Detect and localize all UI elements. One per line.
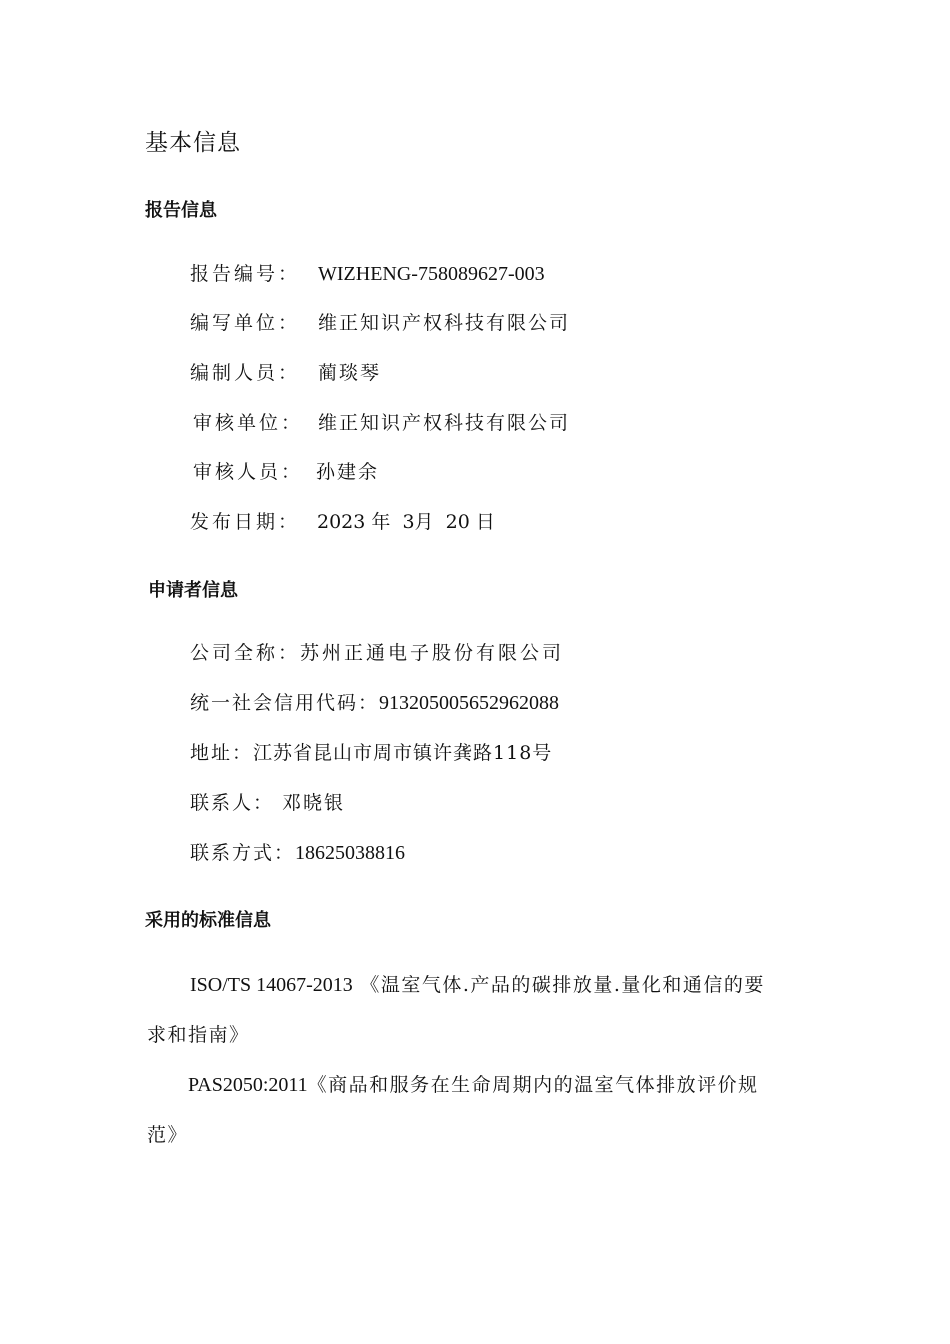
- report-info-heading: 报告信息: [145, 200, 217, 221]
- author-label: 编制人员：: [190, 362, 301, 384]
- contact-phone-row: [190, 840, 405, 866]
- publish-date-value: 2023 年 3月 20 日: [317, 511, 495, 533]
- company-name-label: 公司全称：: [190, 642, 301, 664]
- page-title: 基本信息: [145, 130, 241, 156]
- reviewer-label: 审核人员：: [193, 461, 304, 483]
- standard-2-line1: [188, 1072, 759, 1098]
- review-org-value: 维正知识产权科技有限公司: [318, 412, 571, 434]
- credit-code-label: 统一社会信用代码：: [190, 692, 380, 714]
- address-label: 地址：: [190, 742, 254, 764]
- standard-2-code: PAS2050:2011: [188, 1074, 308, 1096]
- address-row: [190, 740, 552, 766]
- publish-date-label: 发布日期：: [190, 511, 301, 533]
- reviewer-row: [193, 459, 379, 485]
- standard-1-title-cont: 求和指南》: [147, 1024, 250, 1046]
- author-org-row: [190, 310, 570, 336]
- publish-date-row: [190, 509, 495, 535]
- author-row: [190, 360, 381, 386]
- standards-info-heading: 采用的标准信息: [145, 910, 271, 931]
- standard-1-code: ISO/TS 14067-2013: [190, 974, 353, 996]
- contact-person-row: [190, 790, 345, 816]
- author-org-value: 维正知识产权科技有限公司: [318, 312, 571, 334]
- company-name-value: 苏州正通电子股份有限公司: [300, 642, 565, 664]
- standard-1-line1: [190, 972, 765, 998]
- author-org-label: 编写单位：: [190, 312, 301, 334]
- reviewer-value: 孙建余: [316, 461, 380, 483]
- report-number-value: WIZHENG-758089627-003: [318, 263, 545, 285]
- review-org-label: 审核单位：: [193, 412, 304, 434]
- contact-person-label: 联系人：: [190, 792, 275, 814]
- standard-2-title-cont: 范》: [147, 1124, 189, 1146]
- report-number-label: 报告编号：: [190, 263, 301, 285]
- report-number-row: [190, 261, 545, 287]
- company-name-row: [190, 640, 564, 666]
- standard-2-title: 《商品和服务在生命周期内的温室气体排放评价规: [307, 1074, 759, 1096]
- contact-phone-value: 18625038816: [295, 842, 406, 864]
- applicant-info-heading: 申请者信息: [148, 580, 238, 601]
- author-value: 蔺琰琴: [318, 362, 382, 384]
- standard-1-title: 《温室气体.产品的碳排放量.量化和通信的要: [360, 974, 765, 996]
- contact-person-value: 邓晓银: [274, 792, 346, 814]
- address-value: 江苏省昆山市周市镇许龚路118号: [253, 742, 553, 764]
- review-org-row: [193, 410, 570, 436]
- contact-phone-label: 联系方式：: [190, 842, 296, 864]
- credit-code-row: [190, 690, 559, 716]
- credit-code-value: 913205005652962088: [379, 692, 560, 714]
